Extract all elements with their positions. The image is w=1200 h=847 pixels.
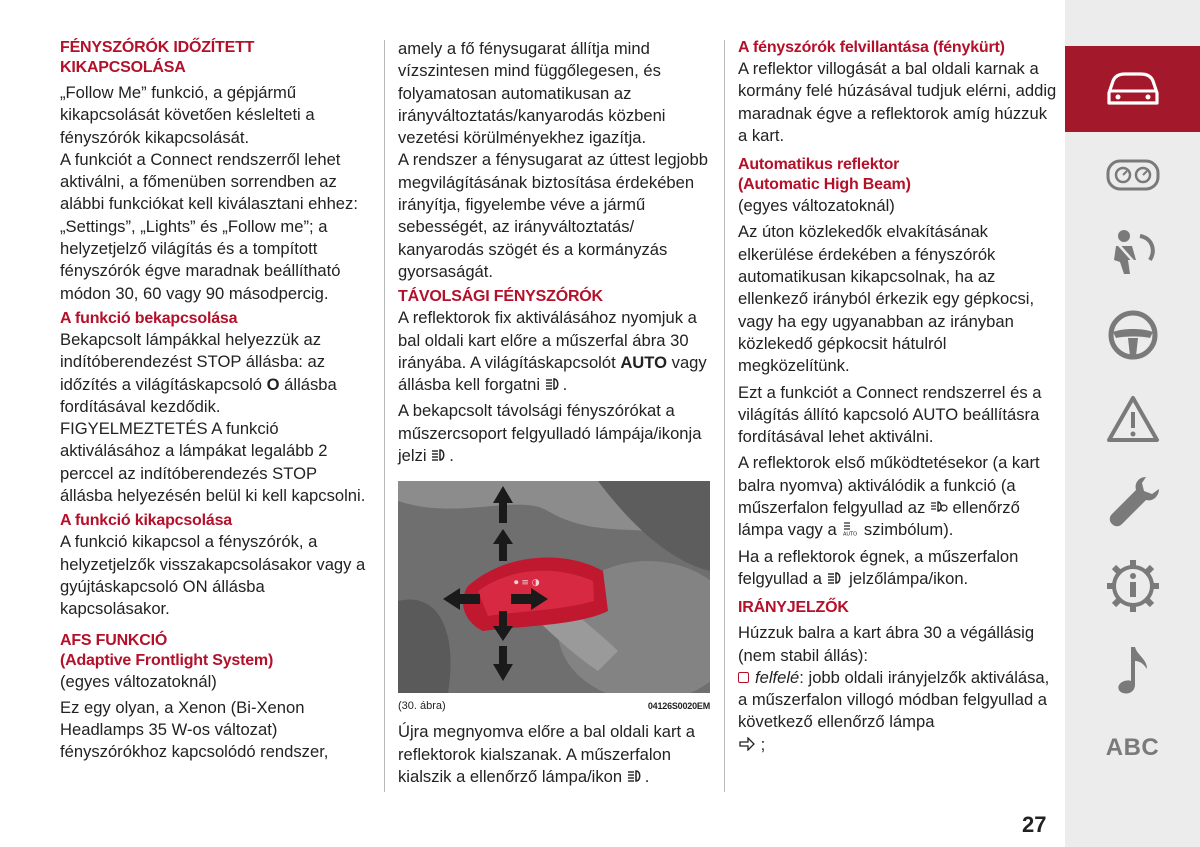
sidebar-item-index[interactable]: ABC xyxy=(1105,734,1160,761)
paragraph xyxy=(398,400,716,467)
bold-text: AUTO xyxy=(620,352,668,372)
figure-code: 04126S0020EM xyxy=(647,701,710,712)
chapter-sidebar xyxy=(1065,0,1200,847)
subheading-function-off: A funkció kikapcsolása xyxy=(60,512,232,530)
paragraph: (egyes változatoknál) xyxy=(60,671,217,691)
paragraph xyxy=(398,307,716,396)
paragraph xyxy=(738,452,1058,541)
high-beam-icon xyxy=(545,375,563,389)
text: . xyxy=(562,375,568,395)
text: ellenőrző lámpa vagy a xyxy=(738,498,1020,540)
heading-line: (Automatic High Beam) xyxy=(738,176,911,194)
column-divider xyxy=(724,40,725,792)
seatbelt-airbag-icon xyxy=(1106,226,1160,280)
sidebar-item-car[interactable] xyxy=(1065,46,1200,132)
paragraph: A reflektor villogását a bal oldali karnak a kormány felé húzásával tudjuk elérni, addig maradnak égve a reflektorok amíg húzzuk a kart. xyxy=(738,59,1057,145)
text: vagy állásba kell forgatni xyxy=(398,352,707,395)
text: szimbólum). xyxy=(859,520,954,540)
auto-symbol-icon xyxy=(841,520,859,537)
section-heading-afs xyxy=(60,631,372,671)
section-heading-follow-me: FÉNYSZÓRÓK IDŐZÍTETT KIKAPCSOLÁSA xyxy=(60,39,255,76)
svg-text:⏺ ≡ ◑: ⏺ ≡ ◑ xyxy=(514,578,540,589)
high-beam-icon xyxy=(431,446,449,460)
column-2 xyxy=(398,38,716,788)
column-3 xyxy=(738,38,1058,756)
info-gear-icon xyxy=(1105,558,1161,614)
paragraph: amely a fő fénysugarat állítja mind vízszintesen mind függőlegesen, és folyamatosan automatikusan az irányváltoztatás/kanyarodás közbeni vezetési körülményekhez igazítja. xyxy=(398,39,666,148)
text: Bekapcsolt lámpákkal helyezzük az indítóberendezést STOP állásba: az időzítés a világításkapcsoló xyxy=(60,329,326,394)
sidebar-item-driving[interactable] xyxy=(1065,305,1200,365)
warning-paragraph: FIGYELMEZTETÉS A funkció aktiválásához a lámpákat legalább 2 perccel az indítóberendezés STOP állásba helyezésén belül ki kell kapcsolni. xyxy=(60,419,366,506)
subheading-flash: A fényszórók felvillantása (fénykürt) xyxy=(738,39,1005,56)
text: A bekapcsolt távolsági fényszórókat a műszercsoport felgyulladó lámpája/ikonja jelzi xyxy=(398,401,702,466)
heading-line: (Adaptive Frontlight System) xyxy=(60,651,274,669)
paragraph: Ezt a funkciót a Connect rendszerrel és a világítás állító kapcsoló AUTO beállításra fordításával lehet aktiválni. xyxy=(738,382,1042,447)
high-beam-icon xyxy=(827,569,845,583)
text: . xyxy=(644,766,650,786)
wrench-icon xyxy=(1106,473,1160,529)
sidebar-item-emergency[interactable] xyxy=(1065,390,1200,448)
figure-stalk-diagram xyxy=(398,481,710,693)
svg-text:AUTO: AUTO xyxy=(843,531,858,537)
section-heading-high-beam: TÁVOLSÁGI FÉNYSZÓRÓK xyxy=(398,288,603,306)
paragraph: (egyes változatoknál) xyxy=(738,196,895,216)
paragraph: Az úton közlekedők elvakításának elkerülése érdekében a fényszórók automatikusan kikapcsolnak, ha az ellenkező irányból érkezik egy gépkocsi, vagy ha egy ugyanabban az irányban közlekedő gépkocsit hátulról megközelítünk. xyxy=(738,222,1035,376)
page-number: 27 xyxy=(1022,812,1047,837)
paragraph: „Follow Me” funkció, a gépjármű kikapcsolását követően késlelteti a fényszórók kikapcsolását. xyxy=(60,83,315,147)
italic-text: felfelé xyxy=(755,667,800,687)
dashboard-gauges-icon xyxy=(1106,159,1160,191)
sidebar-item-dashboard[interactable] xyxy=(1065,150,1200,200)
sidebar-item-technical-data[interactable] xyxy=(1065,555,1200,617)
text: Ha a reflektorok égnek, a műszerfalon felgyullad a xyxy=(738,546,1019,588)
heading-line: Automatikus reflektor xyxy=(738,156,900,174)
text: Újra megnyomva előre a bal oldali kart a reflektorok kialszanak. A műszerfalon kialszik a ellenőrző lámpa/ikon xyxy=(398,722,695,786)
bullet-paragraph xyxy=(738,667,1058,756)
warning-triangle-icon xyxy=(1106,394,1160,444)
bold-text: O xyxy=(266,374,280,394)
text: ; xyxy=(756,734,766,754)
column-divider xyxy=(384,40,385,792)
subheading-function-on: A funkció bekapcsolása xyxy=(60,309,238,327)
bullet-checkbox-icon xyxy=(738,672,749,683)
subheading-auto-high-beam xyxy=(738,155,1058,195)
text: . xyxy=(449,446,454,466)
sidebar-item-safety[interactable] xyxy=(1065,225,1200,281)
text: A reflektorok első működtetésekor (a kart balra nyomva) aktiválódik a funkció (a műszerfalon felgyullad az xyxy=(738,453,1040,518)
paragraph xyxy=(398,721,716,788)
car-icon xyxy=(1103,69,1163,109)
paragraph: A funkció kikapcsol a fényszórók, a helyzetjelzők visszakapcsolásakor vagy a gyújtáskapcsoló ON állásba kapcsolásakor. xyxy=(60,532,366,619)
text: állásba fordításával kezdődik. xyxy=(60,374,337,416)
section-heading-turn-signals: IRÁNYJELZŐK xyxy=(738,599,849,617)
text: A reflektorok fix aktiválásához nyomjuk a bal oldali kart előre a műszerfal ábra 30 irányába. A világításkapcsolót xyxy=(398,308,697,372)
sidebar-item-multimedia[interactable] xyxy=(1065,640,1200,700)
paragraph: Húzzuk balra a kart ábra 30 a végállásig (nem stabil állás): xyxy=(738,623,1035,665)
steering-wheel-icon xyxy=(1106,308,1160,362)
text: : jobb oldali irányjelzők aktiválása, a műszerfalon villogó módban felgyullad a következő ellenőrző lámpa xyxy=(738,667,1050,732)
figure-caption: (30. ábra) xyxy=(398,700,446,713)
paragraph: A funkciót a Connect rendszerről lehet aktiválni, a főmenüben sorrendben az alábbi funkciókat kell kiválasztani ehhez: „Settings”, „Lights” és „Follow me”; a helyzetjelző világítás és a tompított fényszórók égve maradnak beállítható módon 30, 60 vagy 90 másodpercig. xyxy=(60,149,358,303)
text: jelzőlámpa/ikon. xyxy=(844,568,969,588)
column-1 xyxy=(60,38,372,764)
music-note-icon xyxy=(1113,643,1153,697)
auto-high-beam-icon xyxy=(930,498,948,512)
sidebar-item-maintenance[interactable] xyxy=(1065,470,1200,532)
paragraph: Ez egy olyan, a Xenon (Bi-Xenon Headlamps 35 W-os változat) fényszórókhoz kapcsolódó rendszer, xyxy=(60,697,329,762)
turn-signal-arrow-icon xyxy=(738,735,756,749)
heading-line: AFS FUNKCIÓ xyxy=(60,631,168,649)
paragraph xyxy=(738,546,1058,591)
stalk-illustration xyxy=(398,481,710,693)
paragraph xyxy=(60,329,372,418)
figure-caption-row xyxy=(398,699,710,713)
paragraph: A rendszer a fénysugarat az úttest legjobb megvilágításának biztosítása érdekében irányítja, figyelembe véve a jármű sebességét, az irányváltoztatás/ kanyarodás szögét és a kormányzás gyorsaságát. xyxy=(398,150,708,281)
high-beam-icon xyxy=(627,767,645,781)
